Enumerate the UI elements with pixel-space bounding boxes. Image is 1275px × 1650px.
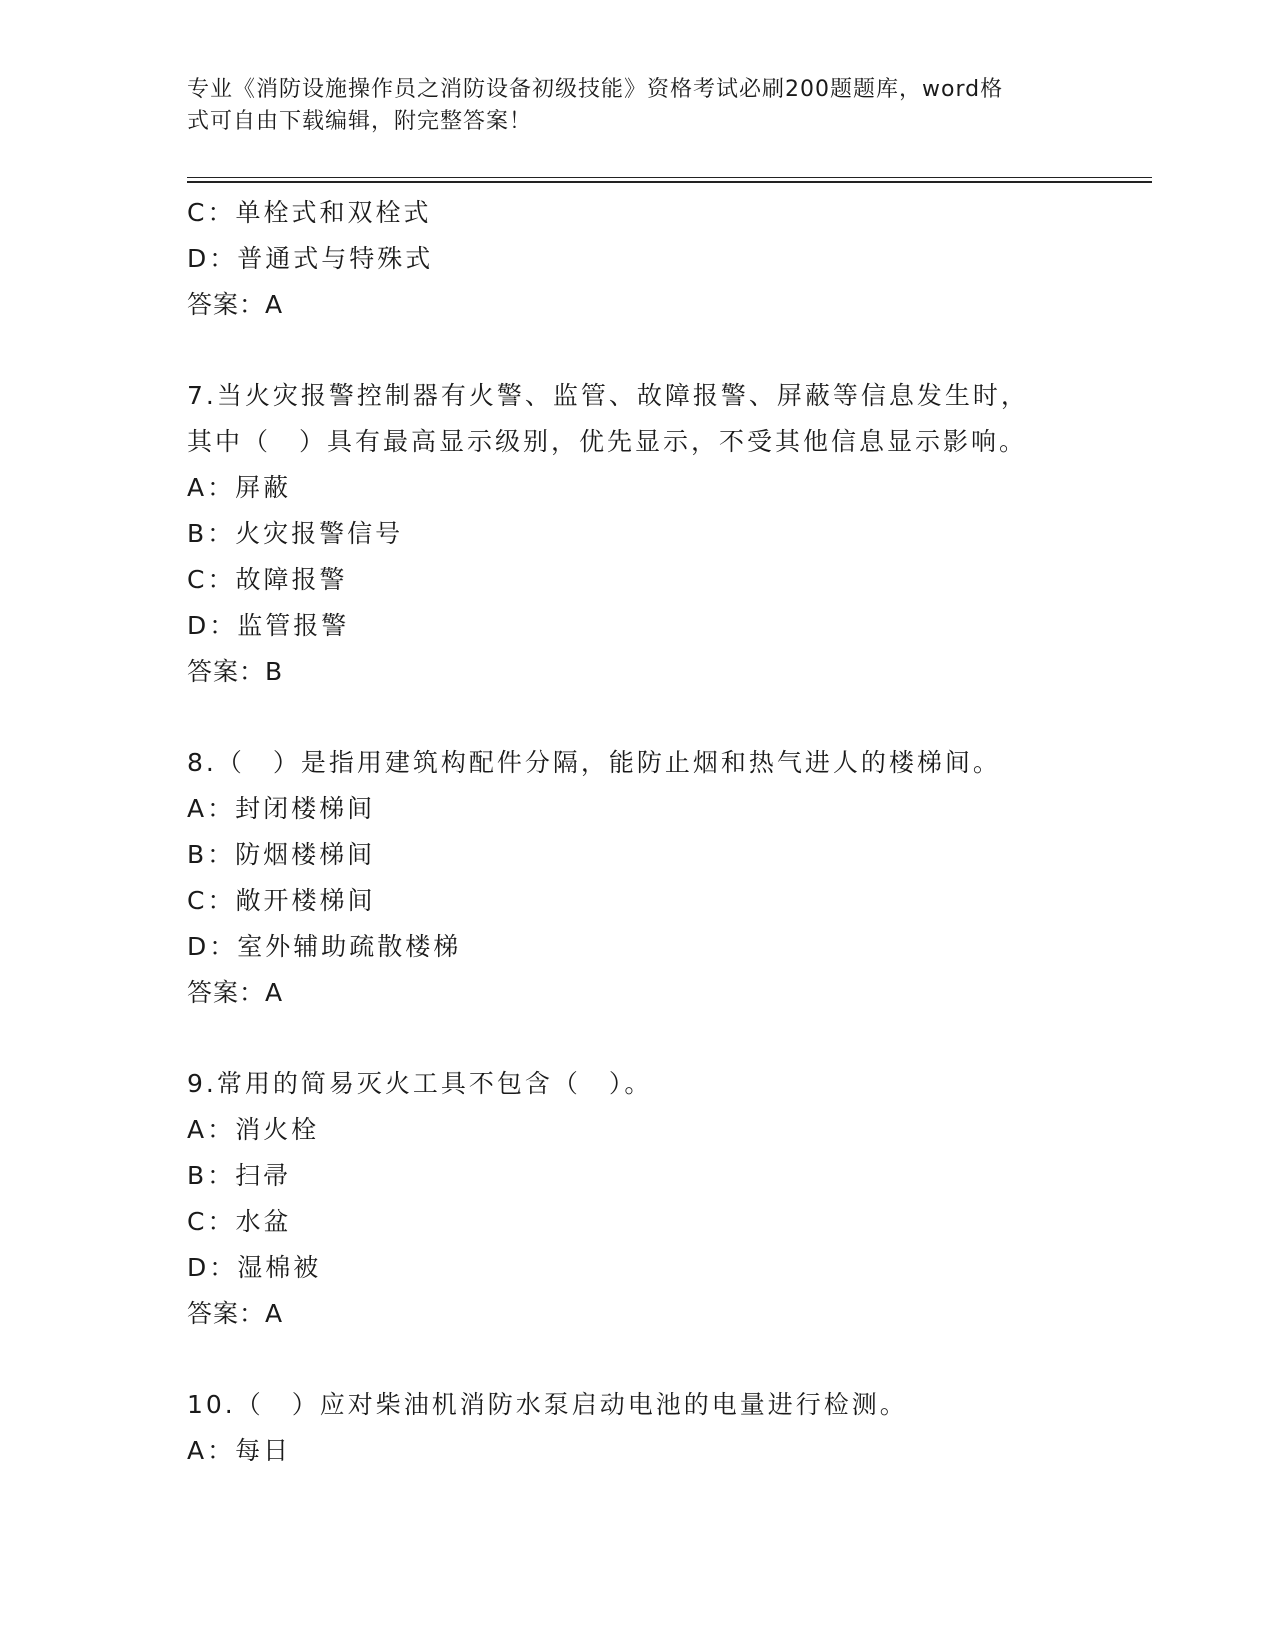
option-d: D：普通式与特殊式 xyxy=(187,244,434,273)
header-divider-thin xyxy=(187,177,1152,178)
option-c: C：故障报警 xyxy=(187,565,348,594)
question-stem: 7.当火灾报警控制器有火警、监管、故障报警、屏蔽等信息发生时， xyxy=(187,381,1029,410)
option-a: A：每日 xyxy=(187,1436,292,1465)
header-divider-thick xyxy=(187,181,1152,183)
document-header xyxy=(187,74,1067,138)
question-stem: 9.常用的简易灭火工具不包含（ ）。 xyxy=(187,1069,653,1098)
header-line-1: 专业《消防设施操作员之消防设备初级技能》资格考试必刷200题题库，word格 xyxy=(187,77,1004,102)
option-a: A：屏蔽 xyxy=(187,473,292,502)
option-d: D：监管报警 xyxy=(187,611,350,640)
header-line-2: 式可自由下载编辑，附完整答案！ xyxy=(187,109,533,134)
option-b: B：火灾报警信号 xyxy=(187,519,404,548)
answer: 答案：A xyxy=(187,978,284,1007)
question-spacer xyxy=(187,695,1152,740)
question-spacer xyxy=(187,1016,1152,1061)
answer: 答案：A xyxy=(187,290,284,319)
question-stem: 10.（ ）应对柴油机消防水泵启动电池的电量进行检测。 xyxy=(187,1390,908,1419)
answer: 答案：B xyxy=(187,657,284,686)
question-list xyxy=(187,190,1152,1474)
question-stem-continued: 其中（ ）具有最高显示级别，优先显示，不受其他信息显示影响。 xyxy=(187,427,1028,456)
option-b: B：防烟楼梯间 xyxy=(187,840,376,869)
option-c: C：水盆 xyxy=(187,1207,292,1236)
question-stem: 8.（ ）是指用建筑构配件分隔，能防止烟和热气进人的楼梯间。 xyxy=(187,748,1001,777)
question-8 xyxy=(187,740,1152,1016)
option-b: B：扫帚 xyxy=(187,1161,292,1190)
option-c: C：敞开楼梯间 xyxy=(187,886,376,915)
question-7 xyxy=(187,373,1152,695)
question-9 xyxy=(187,1061,1152,1337)
question-spacer xyxy=(187,1337,1152,1382)
option-a: A：封闭楼梯间 xyxy=(187,794,376,823)
question-6-tail xyxy=(187,190,1152,328)
option-c: C：单栓式和双栓式 xyxy=(187,198,432,227)
question-spacer xyxy=(187,328,1152,373)
option-d: D：湿棉被 xyxy=(187,1253,322,1282)
option-a: A：消火栓 xyxy=(187,1115,320,1144)
option-d: D：室外辅助疏散楼梯 xyxy=(187,932,462,961)
question-10 xyxy=(187,1382,1152,1474)
answer: 答案：A xyxy=(187,1299,284,1328)
